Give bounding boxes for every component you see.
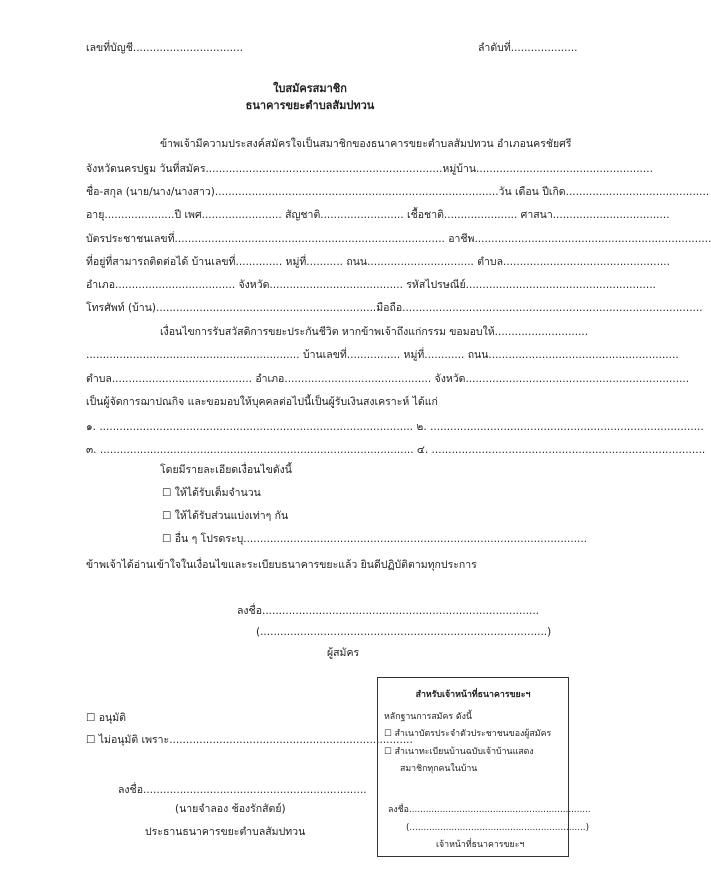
beneficiary-address-line-2: ตำบล.......................................... อำเภอ............................................ จังหวัด...................................................................	[86, 373, 690, 385]
intro-paragraph: ข้าพเจ้ามีความประสงค์สมัครใจเป็นสมาชิกของธนาคารขยะตำบลสัมปทวน อำเภอนครชัยศรี	[160, 138, 572, 150]
details-intro: โดยมีรายละเอียดเงื่อนไขดังนี้	[160, 464, 292, 476]
evidence-house-registration-cont: สมาชิกทุกคนในบ้าน	[400, 764, 478, 774]
beneficiary-row-1: ๑. .............................................................................................. ๒. ..................................................................................	[86, 421, 704, 433]
reject-checkbox[interactable]: ☐ ไม่อนุมัติ เพราะ.........................................................................	[86, 734, 413, 746]
option-other[interactable]: ☐ อื่น ๆ โปรดระบุ.......................................................................................................	[162, 533, 588, 545]
evidence-label: หลักฐานการสมัคร ดังนี้	[384, 712, 472, 722]
address-line-2: อำเภอ.................................... จังหวัด........................................ รหัสไปรษณีย์.........................................................	[86, 279, 656, 291]
chairman-signature-line: ลงชื่อ...................................................................	[118, 784, 367, 796]
approve-checkbox[interactable]: ☐ อนุมัติ	[86, 712, 126, 724]
form-title: ใบสมัครสมาชิก	[273, 82, 347, 95]
beneficiary-row-2: ๓. .............................................................................................. ๔. ..................................................................................	[86, 444, 706, 456]
beneficiaries-intro: เป็นผู้จัดการฌาปณกิจ และขอมอบให้บุคคลต่อไปนี้เป็นผู้รับเงินสงเคราะห์ ได้แก่	[86, 396, 438, 408]
account-number-field: เลขที่บัญชี.................................	[86, 42, 244, 54]
officer-box-heading: สำหรับเจ้าหน้าที่ธนาคารขยะฯ	[415, 690, 531, 700]
age-gender-nationality-line: อายุ.....................ปี เพศ........................ สัญชาติ......................... เชื้อชาติ...................... ศาสนา...................................	[86, 209, 670, 221]
beneficiary-address-line-1: ................................................................ บ้านเลขที่................ หมู่ที่............ ถนน.........................................................	[86, 349, 679, 361]
option-equal-share[interactable]: ☐ ให้ได้รับส่วนแบ่งเท่าๆ กัน	[162, 510, 289, 522]
officer-name-parenthesis: (...............................................................)	[406, 823, 590, 833]
option-full-amount[interactable]: ☐ ให้ได้รับเต็มจำนวน	[162, 487, 261, 499]
welfare-condition-paragraph: เงื่อนไขการรับสวัสดิการขยะประกันชีวิต หากข้าพเจ้าถึงแก่กรรม ขอมอบให้............................	[160, 326, 589, 338]
officer-role-label: เจ้าหน้าที่ธนาคารขยะฯ	[436, 840, 525, 850]
evidence-house-registration-checkbox[interactable]: ☐ สำเนาทะเบียนบ้านฉบับเจ้าบ้านแสดง	[384, 747, 534, 757]
order-number-field: ลำดับที่....................	[478, 42, 578, 54]
name-birthdate-line: ชื่อ-สกุล (นาย/นาง/นางสาว).....................................................................................วัน เดือน ปีเกิด...........................................	[86, 186, 710, 198]
applicant-signature-line: ลงชื่อ...................................................................................	[237, 605, 540, 617]
address-line-1: ที่อยู่ที่สามารถติดต่อได้ บ้านเลขที่.............. หมู่ที่........... ถนน................................ ตำบล..................................................	[86, 256, 670, 268]
apply-date-village-line: จังหวัดนครปฐม วันที่สมัคร.......................................................................หมู่บ้าน.....................................................	[86, 163, 653, 175]
id-card-occupation-line: บัตรประชาชนเลขที่................................................................................. อาชีพ.......................................................................	[86, 233, 711, 245]
declaration-text: ข้าพเจ้าได้อ่านเข้าใจในเงื่อนไขและระเบียบธนาคารขยะแล้ว ยินดีปฏิบัติตามทุกประการ	[86, 559, 477, 571]
form-subtitle: ธนาคารขยะตำบลสัมปทวน	[245, 99, 375, 112]
applicant-name-parenthesis: (......................................................................................)	[256, 626, 552, 638]
chairman-name: (นายจำลอง ช้องรักสัตย์)	[175, 803, 286, 815]
officer-signature-line: ลงชื่อ.................................................................	[388, 805, 591, 815]
chairman-title: ประธานธนาคารขยะตำบลสัมปทวน	[145, 826, 306, 838]
applicant-role-label: ผู้สมัคร	[327, 647, 360, 659]
evidence-id-card-checkbox[interactable]: ☐ สำเนาบัตรประจำตัวประชาชนของผู้สมัคร	[384, 729, 552, 739]
phone-line: โทรศัพท์ (บ้าน)..................................................................มือถือ..........................................................................................	[86, 302, 703, 314]
